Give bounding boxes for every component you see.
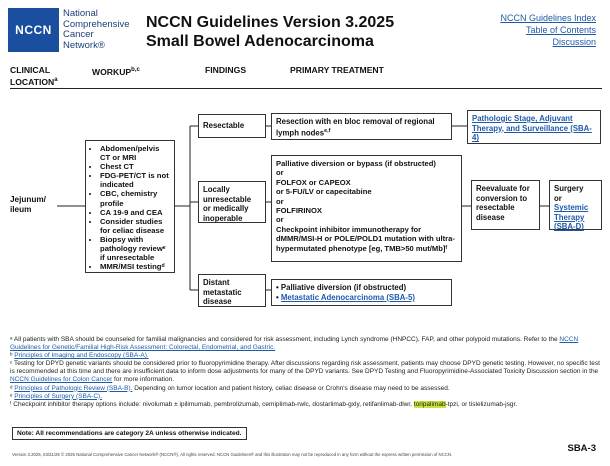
org-line: National [63,8,98,19]
treatment-line: or [276,196,284,206]
treatment-line: or 5-FU/LV or capecitabine [276,187,372,197]
guideline-subtitle: Small Bowel Adenocarcinoma [146,33,374,50]
treatment-line: or [276,168,284,178]
footnote-d: ᵈ Principles of Pathologic Review (SBA-B). Depending on tumor location and patient history, celiac disease or Crohn's disease may need to be assessed. [10,384,450,392]
footnote-f: ᶠ Checkpoint inhibitor therapy options include: nivolumab ± ipilimumab, pembrolizumab, cemiplimab-rwlc, dostarlimab-gxly, retifanlimab-dlwr, toripalimab-tpzi, or tislelizumab-jsgr. [10,400,518,408]
clinical-location-jejunum-ileum: Jejunum/ ileum [10,195,46,214]
treatment-systemic-box [271,155,462,262]
systemic-therapy-link[interactable]: Systemic Therapy (SBA-D) [554,203,589,232]
org-line: Cancer [63,29,94,40]
workup-item: • Biopsy with pathology reviewᵉ if unresectable [100,235,170,262]
discussion-link[interactable]: Discussion [552,37,596,47]
col-primary-treatment: PRIMARY TREATMENT [290,65,384,75]
imaging-endoscopy-link[interactable]: Principles of Imaging and Endoscopy (SBA-A). [14,352,149,360]
pathologic-stage-link[interactable]: Pathologic Stage, Adjuvant Therapy, and Surveillance (SBA-4) [472,114,592,143]
finding-locally-unresectable: Locally unresectable or medically inoperable [198,181,266,223]
highlighted-term: toripalimab [413,400,446,408]
page-number: SBA-3 [567,443,596,454]
treatment-line: or [276,215,284,225]
genetic-guidelines-link[interactable]: NCCN Guidelines for Genetic/Familial High-Risk Assessment: Colorectal, Endometrial, and Gastric. [10,336,579,352]
col-workup: WORKUP$^{b,c}$ [92,66,140,77]
footnote-b: ᵇ Principles of Imaging and Endoscopy (SBA-A). [10,352,149,360]
workup-box [85,140,175,273]
workup-item: • CA 19-9 and CEA [100,208,170,217]
col-findings: FINDINGS [205,65,247,75]
workup-item: • MMR/MSI testingᵈ [100,262,170,271]
reevaluate-box: Reevaluate for conversion to resectable disease [471,180,540,230]
surgery-box: Surgery or Systemic Therapy (SBA-D) [549,180,602,230]
guidelines-index-link[interactable]: NCCN Guidelines Index [500,13,596,23]
pathologic-review-link[interactable]: Principles of Pathologic Review (SBA-B). [14,384,133,392]
footnote-c: ᶜ Testing for DPYD genetic variants should be considered prior to fluoropyrimidine therapy. After discussions regarding risk assessment, patients may choose DPYD genetic testing. However, no specific test is recommended at this time and there are insufficient data to inform dose adjustments for many of the DPYD variants. See DPYD Testing and Fluoropyrimidine-Associated Toxicity Discussion section in the NCCN Guidelines for Colon Cancer for more information. [10,360,600,384]
colon-cancer-guidelines-link[interactable]: NCCN Guidelines for Colon Cancer [10,376,113,384]
treatment-resection-box: Resection with en bloc removal of regional lymph nodes$^{e,f}$ [271,113,452,140]
treatment-line: FOLFIRINOX [276,206,322,216]
finding-distant-metastatic: Distant metastatic disease [198,274,266,307]
workup-item: • CBC, chemistry profile [100,189,170,207]
footnotes [10,336,600,409]
footnote-a: ᵃ All patients with SBA should be counseled for familial malignancies and considered for risk assessment, including Lynch syndrome (HNPCC), FAP, and other polypoid mutations. Refer to the NCCN Guidelines for Genetic/Familial High-Risk Assessment: Colorectal, Endometrial, and Gastric. [10,336,579,352]
pathologic-stage-box [467,110,601,144]
nccn-logo: NCCN [8,8,59,52]
treatment-line: Palliative diversion or bypass (if obstructed) [276,159,436,168]
metastatic-adenocarcinoma-link[interactable]: Metastatic Adenocarcinoma (SBA-5) [280,292,415,302]
col-clinical-location: CLINICAL LOCATION$^a$ [10,65,58,87]
footnote-e: ᵉ Principles of Surgery (SBA-C). [10,392,103,400]
finding-resectable: Resectable [198,114,266,138]
treatment-line: FOLFOX or CAPEOX [276,177,351,187]
table-of-contents-link[interactable]: Table of Contents [525,25,596,35]
copyright: Version 3.2025, 03/31/25 © 2025 National Comprehensive Cancer Network® (NCCN®), All rights reserved. NCCN Guidelines® and this illustration may not be reproduced in any form without the express written permission of NCCN. [12,452,453,457]
org-line: Network® [63,39,105,51]
recommendation-note: Note: All recommendations are category 2A unless otherwise indicated. [12,427,247,440]
workup-item: • FDG-PET/CT is not indicated [100,171,170,189]
principles-surgery-link[interactable]: Principles of Surgery (SBA-C). [14,392,103,400]
org-line: Comprehensive [63,18,130,30]
workup-item: • Chest CT [100,162,170,171]
workup-item: • Abdomen/pelvis CT or MRI [100,144,170,162]
workup-item: • Consider studies for celiac disease [100,217,170,235]
treatment-line: Checkpoint inhibitor immunotherapy for dMMR/MSI-H or POLE/POLD1 mutation with ultra-hypermutated phenotype [eg, TMB>50 mut/Mb]ᶠ [276,224,455,253]
guideline-version: NCCN Guidelines Version 3.2025 [146,14,395,31]
treatment-distant-box: • Palliative diversion (if obstructed) • Metastatic Adenocarcinoma (SBA-5) [271,279,452,306]
